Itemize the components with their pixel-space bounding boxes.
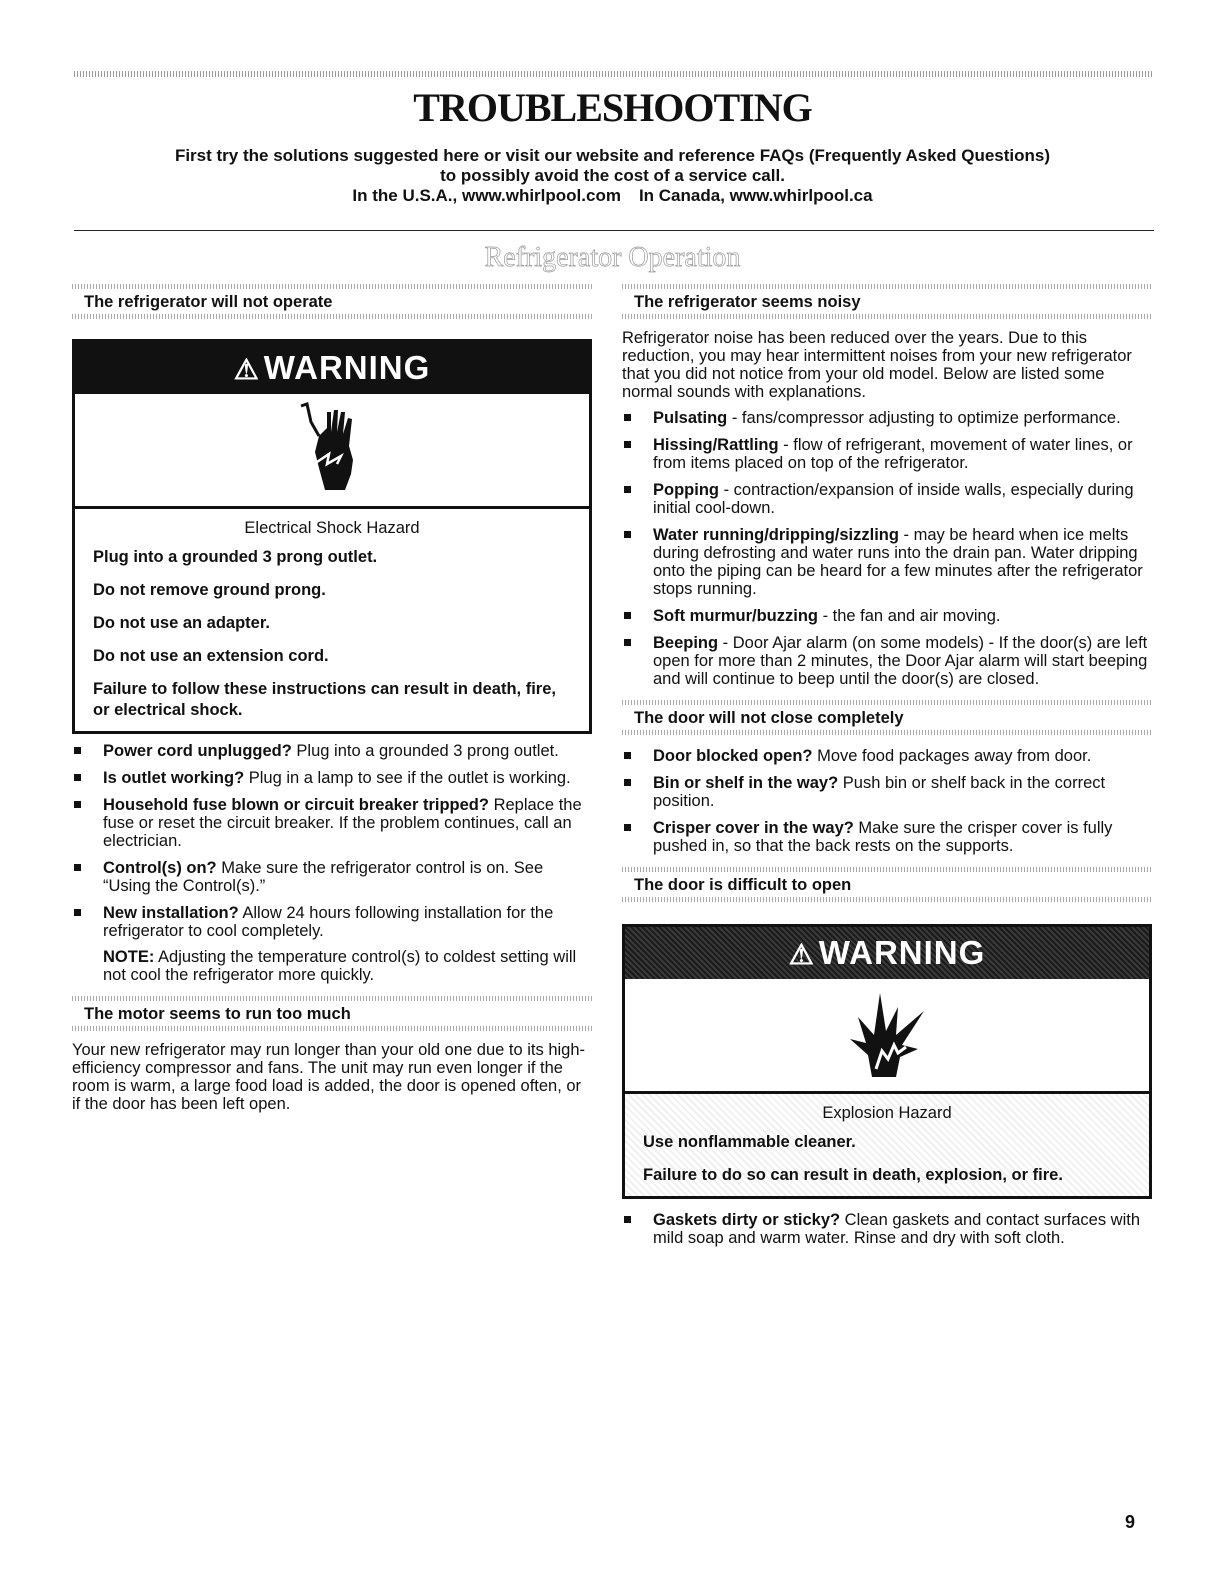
warning-line: Use nonflammable cleaner. <box>643 1133 856 1151</box>
hatched-rule <box>72 314 592 319</box>
heading-door-close: The door will not close completely <box>634 709 904 727</box>
list-item: Beeping - Door Ajar alarm (on some models) - If the door(s) are left open for more than 2 minutes, the Door Ajar alarm will start beeping and will continue to beep until the door(s) are closed. <box>622 634 1152 688</box>
warning-line: Do not remove ground prong. <box>93 581 326 599</box>
door-open-section <box>622 867 1152 1247</box>
top-hatched-rule <box>74 71 1154 77</box>
heading-motor: The motor seems to run too much <box>84 1005 351 1023</box>
warning-header: ⚠ WARNING <box>625 927 1149 979</box>
list-item: Popping - contraction/expansion of inside walls, especially during initial cool-down. <box>622 481 1152 517</box>
canada-website: In Canada, www.whirlpool.ca <box>638 186 873 205</box>
noisy-paragraph: Refrigerator noise has been reduced over the years. Due to this reduction, you may hear intermittent noises from your new refrigerator that you did not notice from your old model. Below are listed some normal sounds with explanations. <box>622 329 1132 401</box>
explosion-icon <box>625 979 1149 1094</box>
warning-header: ⚠ WARNING <box>75 342 589 394</box>
warning-body <box>75 509 589 731</box>
hatched-rule <box>622 314 1152 319</box>
heading-door-open: The door is difficult to open <box>634 876 852 894</box>
list-item: New installation? Allow 24 hours following installation for the refrigerator to cool completely. <box>72 904 592 940</box>
door-open-list <box>622 1211 1152 1247</box>
warning-triangle-icon: ⚠ <box>233 354 260 385</box>
warning-triangle-icon: ⚠ <box>788 939 815 970</box>
left-column <box>72 284 592 1119</box>
intro-websites <box>60 186 1165 206</box>
list-item: Control(s) on? Make sure the refrigerator control is on. See “Using the Control(s).” <box>72 859 592 895</box>
list-item: Is outlet working? Plug in a lamp to see if the outlet is working. <box>72 769 592 787</box>
list-item: Gaskets dirty or sticky? Clean gaskets and contact surfaces with mild soap and warm water. Rinse and dry with soft cloth. <box>622 1211 1152 1247</box>
usa-website: In the U.S.A., www.whirlpool.com <box>352 186 621 205</box>
list-item: Crisper cover in the way? Make sure the crisper cover is fully pushed in, so that the back rests on the supports. <box>622 819 1152 855</box>
intro-line-1: First try the solutions suggested here or visit our website and reference FAQs (Frequently Asked Questions) <box>174 146 1051 165</box>
warning-line: Plug into a grounded 3 prong outlet. <box>93 548 378 566</box>
page-title: TROUBLESHOOTING <box>413 85 812 130</box>
door-close-section <box>622 700 1152 855</box>
list-item: Hissing/Rattling - flow of refrigerant, movement of water lines, or from items placed on top of the refrigerator. <box>622 436 1152 472</box>
door-close-list <box>622 747 1152 855</box>
hatched-rule <box>622 897 1152 902</box>
warning-line: Do not use an extension cord. <box>93 647 329 665</box>
warning-line: Failure to follow these instructions can result in death, fire, or electrical shock. <box>93 680 556 719</box>
section-rule <box>74 230 1154 231</box>
heading-noisy: The refrigerator seems noisy <box>634 293 861 311</box>
will-not-operate-list <box>72 742 592 940</box>
intro-text <box>60 146 1165 206</box>
electrical-shock-icon <box>75 394 589 509</box>
intro-line-2: to possibly avoid the cost of a service call. <box>440 166 785 185</box>
list-item: Water running/dripping/sizzling - may be heard when ice melts during defrosting and water runs into the drain pan. Water dripping onto the piping can be heard for a few minutes after the refrigerator stops running. <box>622 526 1152 598</box>
warning-line: Failure to do so can result in death, explosion, or fire. <box>643 1166 1063 1184</box>
list-item: Pulsating - fans/compressor adjusting to optimize performance. <box>622 409 1152 427</box>
hazard-title: Electrical Shock Hazard <box>244 519 420 537</box>
list-item: Household fuse blown or circuit breaker tripped? Replace the fuse or reset the circuit breaker. If the problem continues, call an electrician. <box>72 796 592 850</box>
note: NOTE: Adjusting the temperature control(s) to coldest setting will not cool the refrigerator more quickly. <box>103 948 577 984</box>
hazard-title: Explosion Hazard <box>822 1104 952 1122</box>
page-number: 9 <box>1125 1512 1136 1532</box>
heading-will-not-operate: The refrigerator will not operate <box>84 293 333 311</box>
motor-paragraph: Your new refrigerator may run longer than your old one due to its high-efficiency compressor and fans. The unit may run even longer if the room is warm, a large food load is added, the door is opened often, or if the door has been left open. <box>72 1041 586 1113</box>
hatched-rule <box>622 730 1152 735</box>
motor-section <box>72 996 592 1113</box>
warning-line: Do not use an adapter. <box>93 614 270 632</box>
list-item: Power cord unplugged? Plug into a grounded 3 prong outlet. <box>72 742 592 760</box>
electrical-warning-box <box>72 339 592 734</box>
explosion-warning-box <box>622 924 1152 1199</box>
right-column <box>622 284 1152 1256</box>
warning-body <box>625 1094 1149 1196</box>
hatched-rule <box>72 1026 592 1031</box>
list-item: Bin or shelf in the way? Push bin or shelf back in the correct position. <box>622 774 1152 810</box>
noisy-list <box>622 409 1152 688</box>
section-title: Refrigerator Operation <box>484 242 741 273</box>
list-item: Door blocked open? Move food packages away from door. <box>622 747 1152 765</box>
list-item: Soft murmur/buzzing - the fan and air moving. <box>622 607 1152 625</box>
